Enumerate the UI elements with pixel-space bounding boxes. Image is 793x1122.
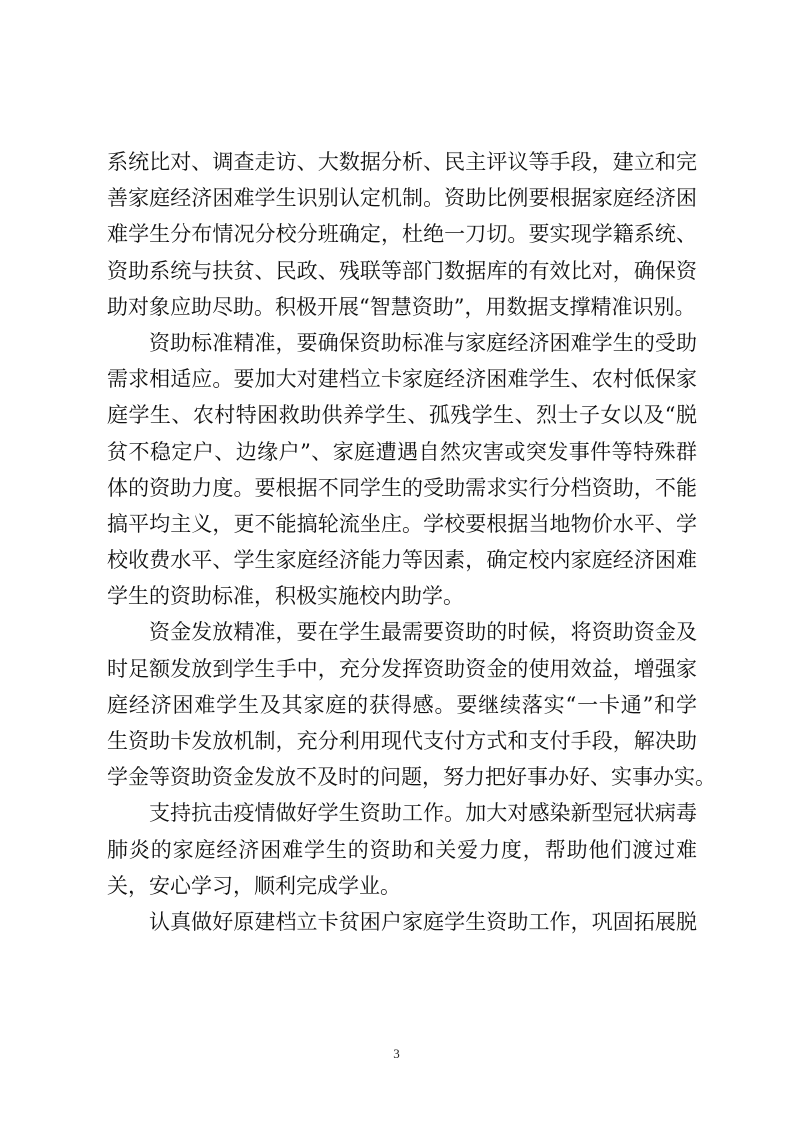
text-line: 关，安心学习，顺利完成学业。 [107, 873, 401, 898]
text-line: 时足额发放到学生手中，充分发挥资助资金的使用效益，增强家 [107, 656, 697, 681]
text-line: 资助系统与扶贫、民政、残联等部门数据库的有效比对，确保资 [107, 258, 697, 283]
text-line: 庭经济困难学生及其家庭的获得感。要继续落实“一卡通”和学 [107, 692, 697, 717]
text-line: 需求相适应。要加大对建档立卡家庭经济困难学生、农村低保家 [107, 367, 697, 392]
text-line: 校收费水平、学生家庭经济能力等因素，确定校内家庭经济困难 [107, 548, 697, 573]
page-number: 3 [393, 1046, 400, 1061]
text-line: 体的资助力度。要根据不同学生的受助需求实行分档资助，不能 [107, 475, 697, 500]
text-line: 资金发放精准，要在学生最需要资助的时候，将资助资金及 [149, 620, 697, 645]
text-line: 助对象应助尽助。积极开展“智慧资助”，用数据支撑精准识别。 [107, 294, 696, 319]
text-line: 支持抗击疫情做好学生资助工作。加大对感染新型冠状病毒 [149, 801, 697, 826]
text-line: 认真做好原建档立卡贫困户家庭学生资助工作，巩固拓展脱 [149, 909, 697, 934]
paragraph [107, 144, 697, 325]
text-line: 善家庭经济困难学生识别认定机制。资助比例要根据家庭经济困 [107, 186, 697, 211]
text-line: 搞平均主义，更不能搞轮流坐庄。学校要根据当地物价水平、学 [107, 511, 697, 536]
text-line: 肺炎的家庭经济困难学生的资助和关爱力度，帮助他们渡过难 [107, 837, 697, 862]
paragraph [107, 795, 697, 904]
text-line: 贫不稳定户、边缘户”、家庭遭遇自然灾害或突发事件等特殊群 [107, 439, 697, 464]
text-line: 资助标准精准，要确保资助标准与家庭经济困难学生的受助 [149, 330, 697, 355]
paragraph [107, 904, 697, 940]
text-line: 庭学生、农村特困救助供养学生、孤残学生、烈士子女以及“脱 [107, 403, 697, 428]
text-line: 难学生分布情况分校分班确定，杜绝一刀切。要实现学籍系统、 [107, 222, 697, 247]
text-line: 生资助卡发放机制，充分利用现代支付方式和支付手段，解决助 [107, 729, 697, 753]
paragraph [107, 325, 697, 615]
text-line: 系统比对、调查走访、大数据分析、民主评议等手段，建立和完 [107, 150, 697, 174]
body-text [107, 144, 716, 940]
paragraph [107, 614, 716, 795]
text-line: 学生的资助标准，积极实施校内助学。 [107, 584, 464, 609]
text-line: 学金等资助资金发放不及时的问题，努力把好事办好、实事办实。 [107, 765, 716, 790]
